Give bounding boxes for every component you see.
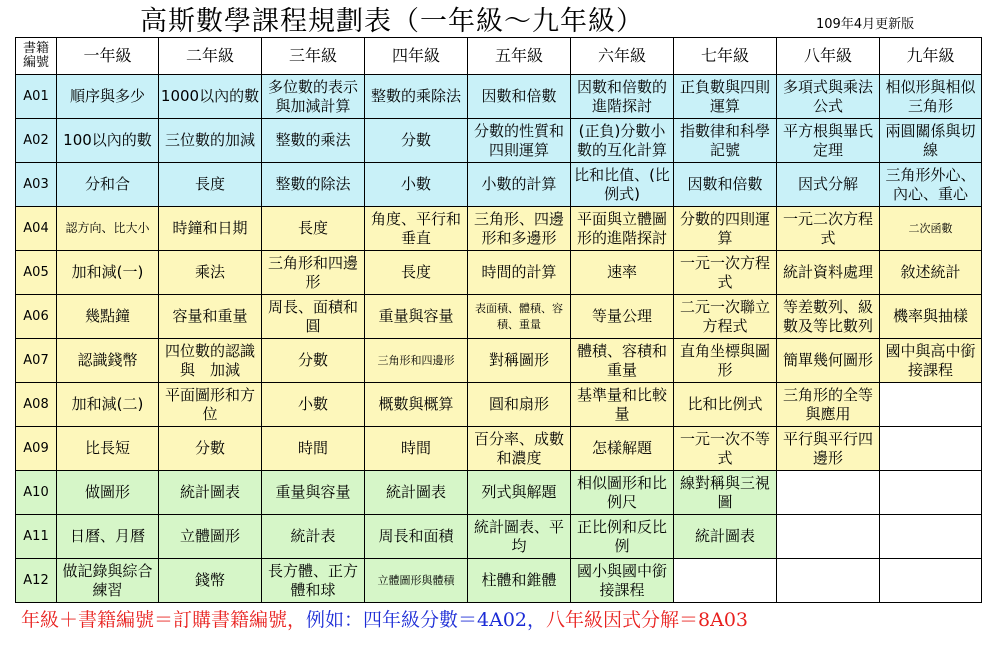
course-cell: 加和減(一) [57, 251, 159, 295]
grade-header: 一年級 [57, 38, 159, 75]
course-cell: 列式與解題 [468, 471, 571, 515]
course-cell: 多項式與乘法公式 [777, 75, 880, 119]
course-cell: 因數和倍數 [674, 163, 777, 207]
edition-note: 109年4月更新版 [816, 17, 915, 32]
course-cell: 100以內的數 [57, 119, 159, 163]
grade-header: 四年級 [365, 38, 468, 75]
course-cell: 多位數的表示與加減計算 [262, 75, 365, 119]
course-cell: 整數的乘除法 [365, 75, 468, 119]
course-cell: 重量與容量 [262, 471, 365, 515]
table-row [16, 207, 982, 251]
curriculum-table [15, 37, 982, 603]
grade-header: 八年級 [777, 38, 880, 75]
book-code: A07 [16, 339, 57, 383]
course-cell: 三角形和四邊形 [365, 339, 468, 383]
course-cell: 國小與國中銜接課程 [571, 559, 674, 603]
course-cell: 一元一次不等式 [674, 427, 777, 471]
course-cell: 錢幣 [159, 559, 262, 603]
course-cell: 對稱圖形 [468, 339, 571, 383]
course-cell: 相似圖形和比例尺 [571, 471, 674, 515]
course-cell: 1000以內的數 [159, 75, 262, 119]
table-row [16, 163, 982, 207]
course-cell: 周長和面積 [365, 515, 468, 559]
book-code: A10 [16, 471, 57, 515]
table-row [16, 251, 982, 295]
course-cell: 周長、面積和圓 [262, 295, 365, 339]
course-cell: 等差數列、級數及等比數列 [777, 295, 880, 339]
course-cell: 一元二次方程式 [777, 207, 880, 251]
course-cell: 分數的性質和四則運算 [468, 119, 571, 163]
ordering-rule: 年級＋書籍編號＝訂購書籍編號， [21, 609, 307, 631]
grade-header: 九年級 [880, 38, 982, 75]
course-cell: 比和比例式 [674, 383, 777, 427]
empty-cell [880, 383, 982, 427]
course-cell: 比長短 [57, 427, 159, 471]
course-cell: 概數與概算 [365, 383, 468, 427]
book-code: A08 [16, 383, 57, 427]
table-body [16, 75, 982, 603]
grade-header: 五年級 [468, 38, 571, 75]
course-cell: 分數 [365, 119, 468, 163]
table-row [16, 119, 982, 163]
course-cell: 柱體和錐體 [468, 559, 571, 603]
grade-header: 七年級 [674, 38, 777, 75]
course-cell: 統計圖表 [365, 471, 468, 515]
course-cell: 簡單幾何圖形 [777, 339, 880, 383]
table-row [16, 295, 982, 339]
course-cell: 三角形外心、內心、重心 [880, 163, 982, 207]
table-row [16, 559, 982, 603]
empty-cell [880, 559, 982, 603]
course-cell: 相似形與相似三角形 [880, 75, 982, 119]
course-cell: 平行與平行四邊形 [777, 427, 880, 471]
course-cell: 一元一次方程式 [674, 251, 777, 295]
book-code: A04 [16, 207, 57, 251]
course-cell: 長度 [262, 207, 365, 251]
ordering-example-2: 八年級因式分解＝8A03 [546, 609, 749, 631]
course-cell: 日曆、月曆 [57, 515, 159, 559]
course-cell: 分數 [159, 427, 262, 471]
header-row [16, 38, 982, 75]
course-cell: 容量和重量 [159, 295, 262, 339]
course-cell: 整數的乘法 [262, 119, 365, 163]
course-cell: 兩圓關係與切線 [880, 119, 982, 163]
grade-header: 六年級 [571, 38, 674, 75]
course-cell: 做記錄與綜合練習 [57, 559, 159, 603]
course-cell: 幾點鐘 [57, 295, 159, 339]
course-cell: 正比例和反比例 [571, 515, 674, 559]
course-cell: 整數的除法 [262, 163, 365, 207]
empty-cell [880, 471, 982, 515]
empty-cell [777, 515, 880, 559]
course-cell: 三角形的全等與應用 [777, 383, 880, 427]
empty-cell [777, 471, 880, 515]
book-code: A02 [16, 119, 57, 163]
ordering-note [21, 606, 748, 634]
table-row [16, 383, 982, 427]
course-cell: 統計圖表、平均 [468, 515, 571, 559]
book-code: A09 [16, 427, 57, 471]
course-cell: 立體圖形 [159, 515, 262, 559]
book-code: A11 [16, 515, 57, 559]
course-cell: 直角坐標與圖形 [674, 339, 777, 383]
course-cell: 線對稱與三視圖 [674, 471, 777, 515]
course-cell: 因數和倍數 [468, 75, 571, 119]
table-row [16, 427, 982, 471]
course-cell: 二元一次聯立方程式 [674, 295, 777, 339]
ordering-example: 例如：四年級分數＝4A02， [306, 609, 547, 631]
course-cell: 統計表 [262, 515, 365, 559]
course-cell: 表面積、體積、容積、重量 [468, 295, 571, 339]
course-cell: 速率 [571, 251, 674, 295]
course-cell: 二次函數 [880, 207, 982, 251]
course-cell: 三角形、四邊形和多邊形 [468, 207, 571, 251]
course-cell: 統計圖表 [674, 515, 777, 559]
course-cell: 認方向、比大小 [57, 207, 159, 251]
table-row [16, 339, 982, 383]
course-cell: 重量與容量 [365, 295, 468, 339]
course-cell: 怎樣解題 [571, 427, 674, 471]
course-cell: 國中與高中銜接課程 [880, 339, 982, 383]
course-cell: 長方體、正方體和球 [262, 559, 365, 603]
corner-line-1: 書籍 [22, 41, 49, 56]
course-cell: 比和比值、(比例式) [571, 163, 674, 207]
table-row [16, 75, 982, 119]
course-cell: 加和減(二) [57, 383, 159, 427]
course-cell: 分數的四則運算 [674, 207, 777, 251]
course-cell: 平面與立體圖形的進階探討 [571, 207, 674, 251]
book-code: A05 [16, 251, 57, 295]
grade-header: 二年級 [159, 38, 262, 75]
course-cell: 基準量和比較量 [571, 383, 674, 427]
course-cell: 時間 [365, 427, 468, 471]
empty-cell [880, 515, 982, 559]
course-cell: 角度、平行和垂直 [365, 207, 468, 251]
course-cell: 長度 [365, 251, 468, 295]
book-code: A01 [16, 75, 57, 119]
course-cell: 小數的計算 [468, 163, 571, 207]
course-cell: 平方根與畢氏定理 [777, 119, 880, 163]
course-cell: 平面圖形和方位 [159, 383, 262, 427]
course-cell: 統計圖表 [159, 471, 262, 515]
course-cell: 時間 [262, 427, 365, 471]
book-code: A03 [16, 163, 57, 207]
course-cell: 三位數的加減 [159, 119, 262, 163]
course-cell: 正負數與四則運算 [674, 75, 777, 119]
grade-header: 三年級 [262, 38, 365, 75]
course-cell: 小數 [262, 383, 365, 427]
course-cell: 順序與多少 [57, 75, 159, 119]
course-cell: (正負)分數小數的互化計算 [571, 119, 674, 163]
corner-line-2: 編號 [22, 55, 49, 70]
course-cell: 時鐘和日期 [159, 207, 262, 251]
empty-cell [880, 427, 982, 471]
course-cell: 圓和扇形 [468, 383, 571, 427]
course-cell: 小數 [365, 163, 468, 207]
course-cell: 三角形和四邊形 [262, 251, 365, 295]
course-cell: 分數 [262, 339, 365, 383]
course-cell: 因式分解 [777, 163, 880, 207]
course-cell: 乘法 [159, 251, 262, 295]
course-cell: 機率與抽樣 [880, 295, 982, 339]
course-cell: 做圖形 [57, 471, 159, 515]
empty-cell [777, 559, 880, 603]
course-cell: 長度 [159, 163, 262, 207]
course-cell: 等量公理 [571, 295, 674, 339]
table-row [16, 471, 982, 515]
course-cell: 時間的計算 [468, 251, 571, 295]
course-cell: 認識錢幣 [57, 339, 159, 383]
course-cell: 立體圖形與體積 [365, 559, 468, 603]
table-row [16, 515, 982, 559]
empty-cell [674, 559, 777, 603]
corner-header [16, 38, 57, 75]
course-cell: 體積、容積和重量 [571, 339, 674, 383]
book-code: A06 [16, 295, 57, 339]
course-cell: 指數律和科學記號 [674, 119, 777, 163]
course-cell: 百分率、成數和濃度 [468, 427, 571, 471]
course-cell: 敘述統計 [880, 251, 982, 295]
course-cell: 統計資料處理 [777, 251, 880, 295]
page-title: 高斯數學課程規劃表（一年級～九年級） [140, 6, 644, 37]
course-cell: 四位數的認識與 加減 [159, 339, 262, 383]
course-cell: 因數和倍數的進階探討 [571, 75, 674, 119]
course-cell: 分和合 [57, 163, 159, 207]
book-code: A12 [16, 559, 57, 603]
